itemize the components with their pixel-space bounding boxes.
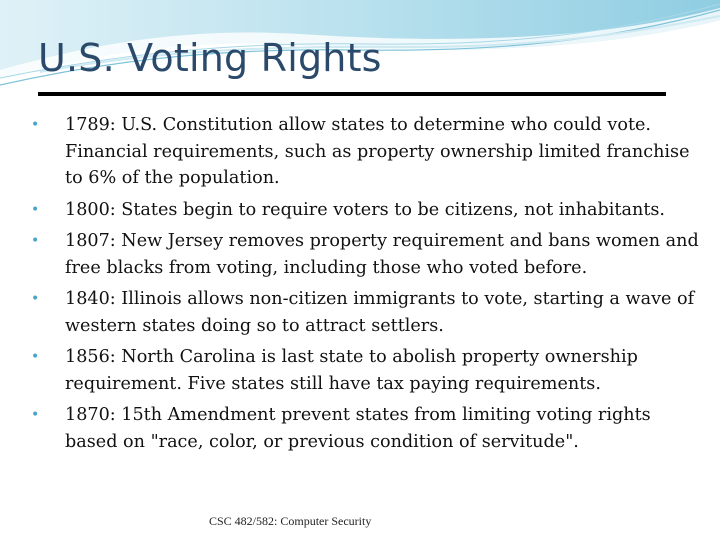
bullet-icon: •: [31, 349, 40, 365]
title-underline: [38, 92, 666, 96]
bullet-icon: •: [31, 233, 40, 249]
bullet-text: 1840: Illinois allows non-citizen immigrants to vote, starting a wave of western states doing so to attract settlers.: [65, 289, 695, 336]
slide-footer: CSC 482/582: Computer Security: [209, 514, 372, 528]
slide-title: U.S. Voting Rights: [38, 36, 382, 80]
bullet-item: [22, 112, 702, 192]
bullet-item: [22, 344, 702, 397]
bullet-icon: •: [31, 407, 40, 423]
bullet-list: [22, 112, 702, 460]
bullet-icon: •: [31, 201, 40, 218]
bullet-item: [22, 228, 702, 281]
bullet-icon: •: [31, 117, 40, 133]
bullet-text: 1789: U.S. Constitution allow states to determine who could vote. Financial requirements, such as property ownership limited franchise to 6% of the population.: [65, 115, 690, 188]
bullet-text: 1807: New Jersey removes property requirement and bans women and free blacks from voting, including those who voted before.: [65, 231, 699, 278]
bullet-icon: •: [31, 291, 40, 307]
bullet-item: [22, 402, 702, 455]
bullet-text: 1800: States begin to require voters to be citizens, not inhabitants.: [65, 199, 666, 220]
bullet-item: [22, 197, 702, 224]
bullet-text: 1856: North Carolina is last state to abolish property ownership requirement. Five states still have tax paying requirements.: [65, 347, 638, 394]
bullet-item: [22, 286, 702, 339]
bullet-text: 1870: 15th Amendment prevent states from limiting voting rights based on "race, color, or previous condition of servitude".: [65, 405, 651, 452]
